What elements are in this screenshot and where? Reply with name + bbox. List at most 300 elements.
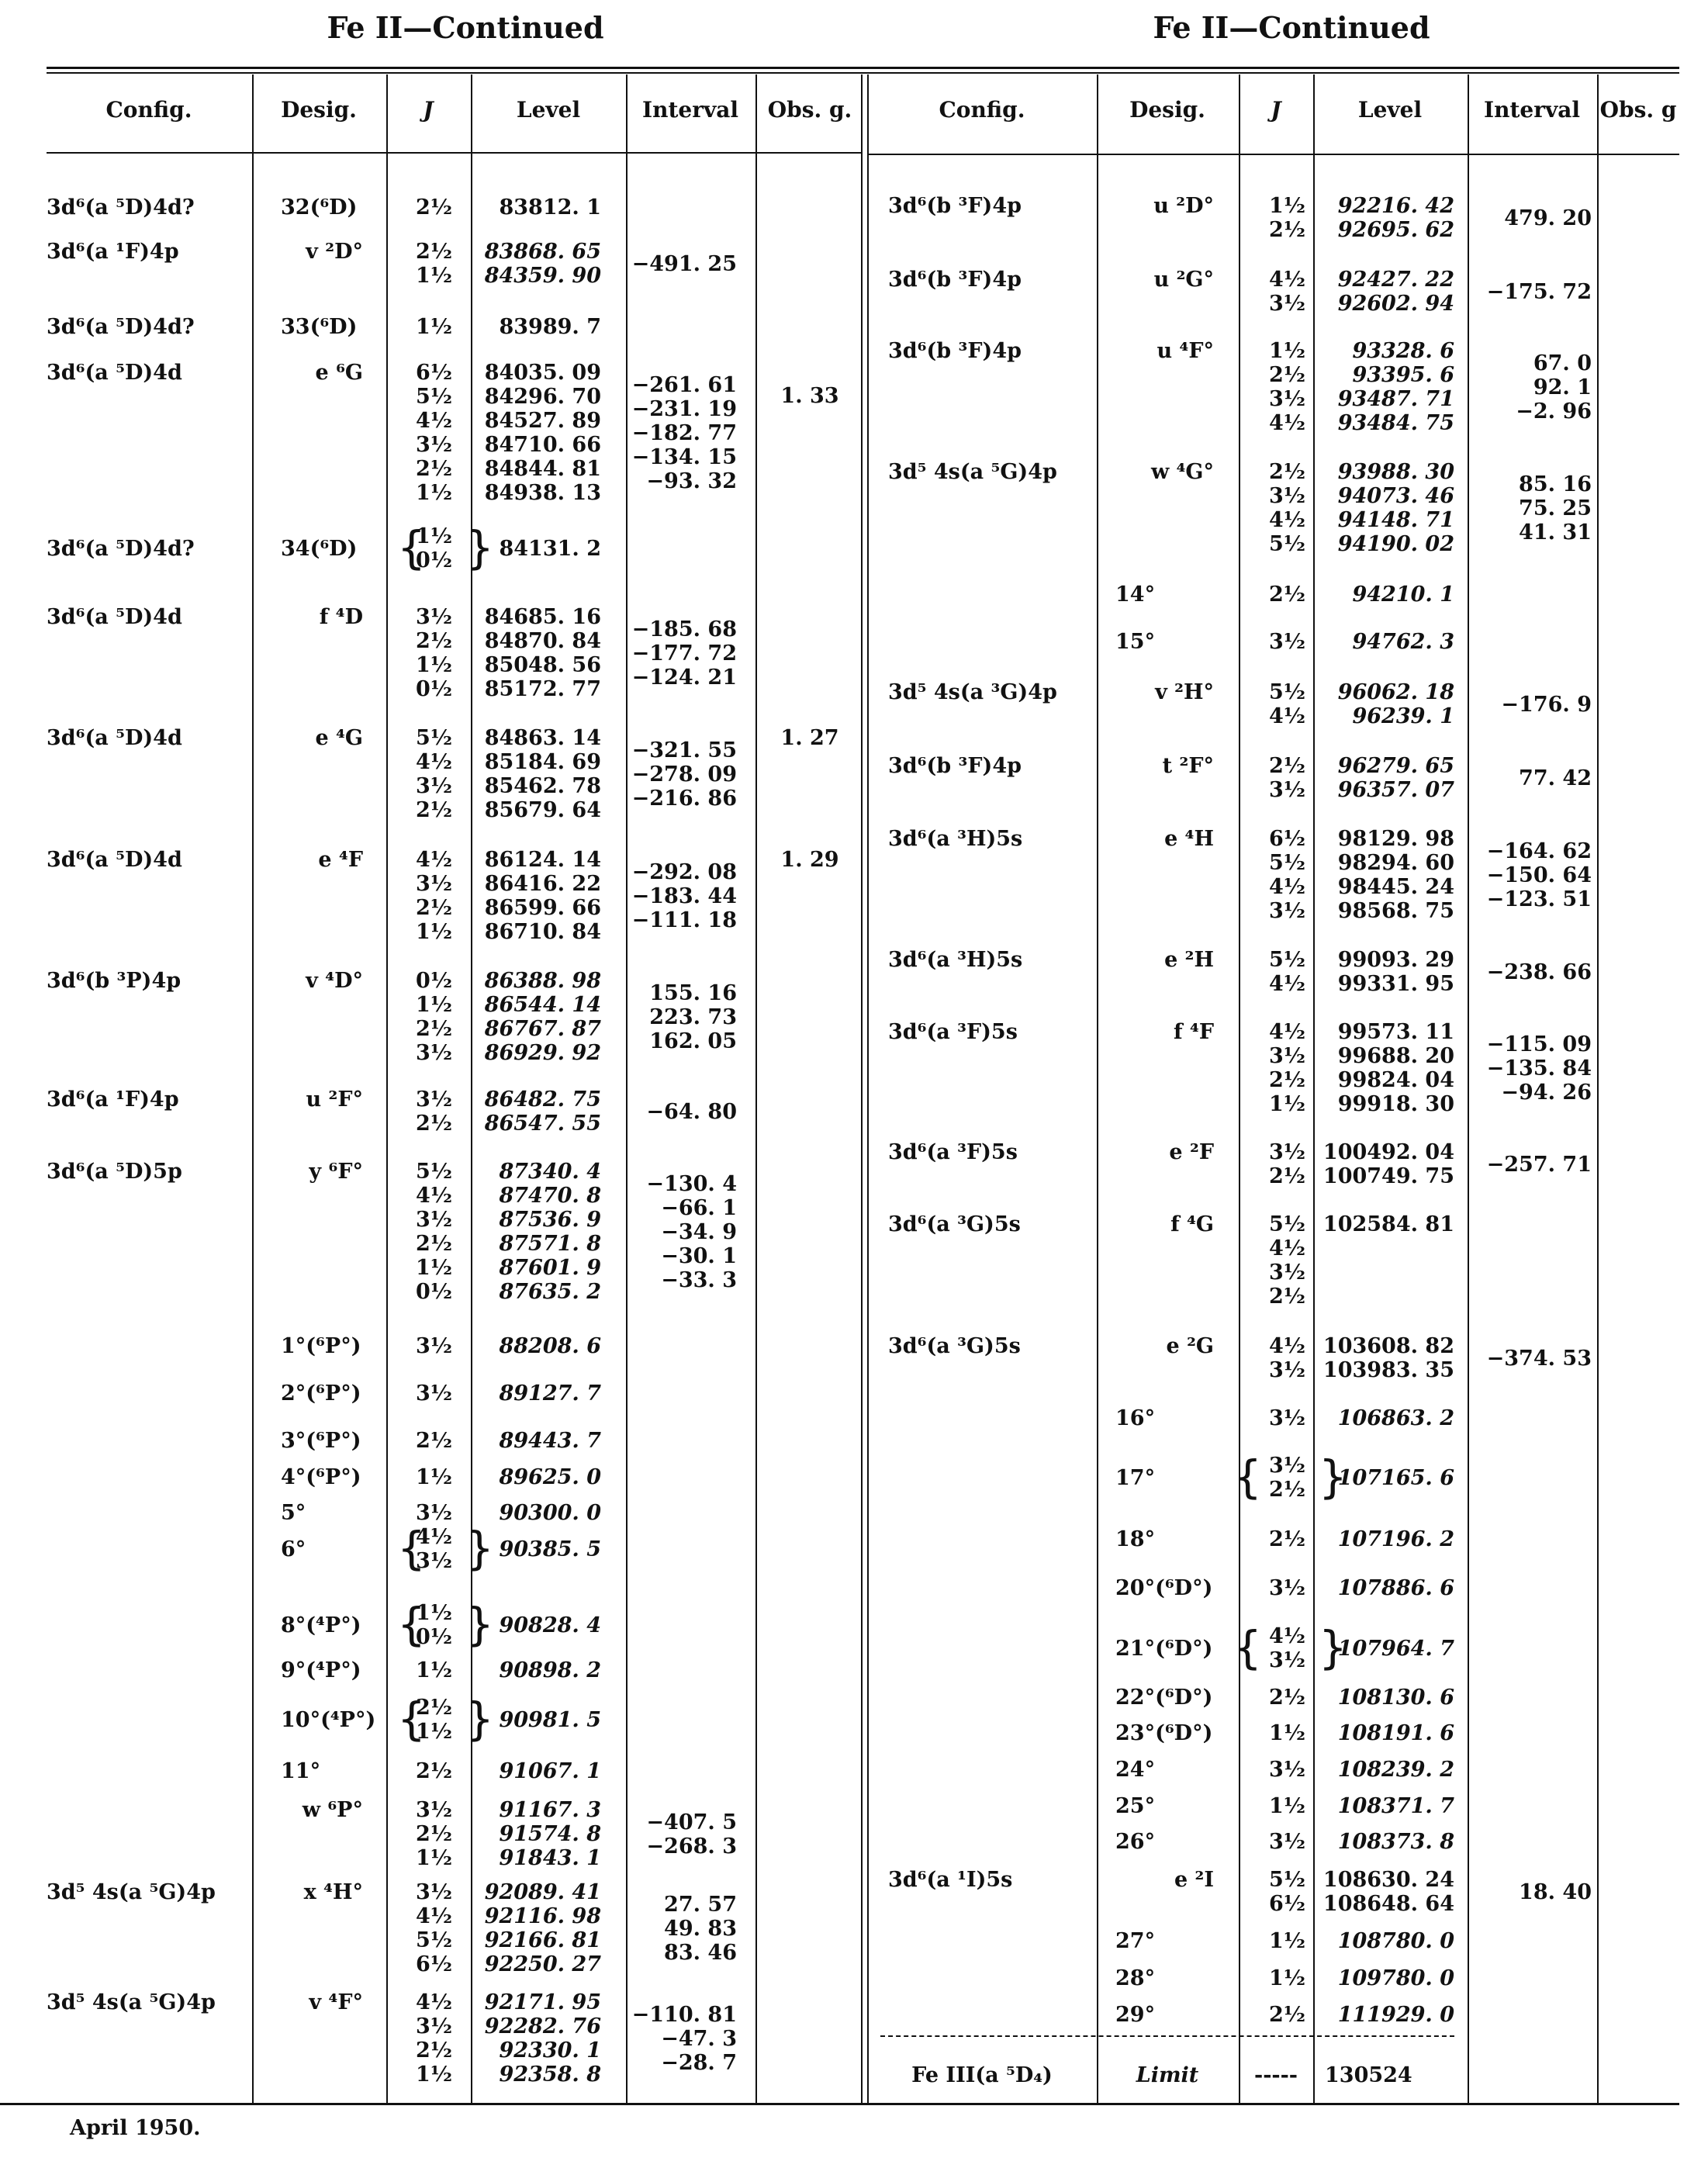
level-value: 88208. 6 [499, 1334, 601, 1358]
level-value: 85172. 77 [484, 677, 601, 701]
interval-value: 223. 73 [649, 1005, 737, 1029]
designation-cell: v ²H° [1155, 680, 1214, 704]
j-value: 2½ [1269, 2003, 1305, 2027]
level-value: 108239. 2 [1337, 1758, 1454, 1782]
j-value: 0½ [416, 1280, 452, 1304]
level-value: 84296. 70 [484, 385, 601, 409]
designation-cell: 27° [1115, 1929, 1156, 1953]
column-divider [471, 74, 472, 2103]
level-value: 86124. 14 [484, 848, 601, 872]
column-header: J [423, 97, 434, 123]
interval-value: −175. 72 [1486, 279, 1592, 304]
j-value: 3½ [416, 433, 452, 457]
interval-value: 85. 16 [1519, 472, 1592, 496]
designation-cell: 11° [281, 1759, 321, 1783]
config-cell: 3d⁶(a ³G)5s [888, 1334, 1021, 1358]
j-value: 2½ [1269, 1164, 1305, 1188]
j-value: 3½ [416, 1088, 452, 1112]
interval-value: 479. 20 [1504, 206, 1592, 230]
brace-close: } [1319, 1451, 1347, 1503]
config-cell: 3d⁶(b ³F)4p [888, 268, 1022, 292]
j-value: 5½ [416, 726, 452, 750]
interval-value: −257. 71 [1486, 1152, 1592, 1177]
level-value: 87571. 8 [499, 1232, 601, 1256]
dashed-separator [880, 2035, 1454, 2037]
config-cell: 3d⁶(a ¹F)4p [47, 1088, 179, 1112]
j-value: 3½ [416, 774, 452, 798]
j-value: 4½ [416, 848, 452, 872]
j-value: 5½ [1269, 1212, 1305, 1236]
interval-value: −30. 1 [661, 1243, 737, 1268]
brace-open: { [397, 1598, 426, 1651]
interval-value: 41. 31 [1519, 520, 1592, 545]
config-cell: 3d⁶(a ³F)5s [888, 1140, 1018, 1164]
j-value: 3½ [416, 1549, 452, 1573]
title-right: Fe II—Continued [1153, 10, 1430, 45]
designation-cell: 18° [1115, 1527, 1156, 1551]
level-value: 87536. 9 [499, 1208, 601, 1232]
level-value: 100492. 04 [1322, 1140, 1454, 1164]
column-divider [867, 74, 869, 2103]
level-value: 94148. 71 [1337, 508, 1454, 532]
interval-value: −64. 80 [646, 1099, 737, 1124]
level-value: 84685. 16 [484, 605, 601, 629]
level-value: 108191. 6 [1337, 1721, 1454, 1745]
j-value: 1½ [416, 524, 452, 548]
interval-value: −47. 3 [661, 2026, 737, 2051]
designation-cell: 1°(⁶P°) [281, 1334, 361, 1358]
j-value: 2½ [416, 1112, 452, 1136]
j-value: 1½ [1269, 194, 1305, 218]
interval-value: −111. 18 [631, 908, 737, 932]
j-value: 5½ [416, 1160, 452, 1184]
j-value: 3½ [416, 1041, 452, 1065]
level-value: 91167. 3 [499, 1798, 601, 1822]
j-value: 1½ [416, 1846, 452, 1870]
j-value: 6½ [1269, 827, 1305, 851]
level-value: 85679. 64 [484, 798, 601, 822]
level-value: 87470. 8 [499, 1184, 601, 1208]
designation-cell: e ²H [1164, 948, 1214, 972]
config-cell: 3d⁶(a ³H)5s [888, 948, 1023, 972]
j-value: 1½ [416, 2063, 452, 2087]
designation-cell: 6° [281, 1537, 306, 1561]
j-value: 2½ [1269, 363, 1305, 387]
designation-cell: 22°(⁶D°) [1115, 1686, 1213, 1710]
bottom-rule [0, 2103, 1679, 2105]
designation-cell: 34(⁶D) [281, 536, 358, 561]
interval-value: −66. 1 [661, 1195, 737, 1220]
j-value: 3½ [1269, 1648, 1305, 1672]
j-value: 1½ [1269, 339, 1305, 363]
title-left: Fe II—Continued [327, 10, 604, 45]
level-value: 99918. 30 [1337, 1092, 1454, 1116]
j-value: 4½ [1269, 411, 1305, 435]
level-value: 84938. 13 [484, 481, 601, 505]
column-divider [1597, 74, 1599, 2103]
interval-value: −374. 53 [1486, 1346, 1592, 1371]
level-value: 93487. 71 [1337, 387, 1454, 411]
level-value: 92602. 94 [1337, 292, 1454, 316]
config-cell: 3d⁶(a ⁵D)4d [47, 848, 182, 872]
j-value: 3½ [1269, 1830, 1305, 1854]
interval-value: −182. 77 [631, 420, 737, 445]
column-header: Interval [641, 97, 739, 123]
j-value: 4½ [1269, 508, 1305, 532]
j-value: 1½ [1269, 1721, 1305, 1745]
j-value: 3½ [1269, 1576, 1305, 1600]
column-divider [1468, 74, 1469, 2103]
interval-value: −177. 72 [631, 641, 737, 666]
designation-cell: e ²F [1169, 1140, 1214, 1164]
j-value: 2½ [1269, 1478, 1305, 1502]
level-value: 86767. 87 [484, 1017, 601, 1041]
j-value: 2½ [1269, 1686, 1305, 1710]
j-value: 4½ [1269, 875, 1305, 899]
level-value: 92282. 76 [484, 2014, 601, 2038]
config-cell: 3d⁶(a ¹I)5s [888, 1868, 1013, 1892]
j-value: 2½ [416, 1017, 452, 1041]
level-value: 92358. 8 [499, 2063, 601, 2087]
j-value: 1½ [416, 1658, 452, 1682]
level-value: 107196. 2 [1337, 1527, 1454, 1551]
j-value: 5½ [416, 385, 452, 409]
interval-value: −110. 81 [631, 2002, 737, 2027]
designation-cell: y ⁶F° [309, 1160, 363, 1184]
header-rule-right [869, 154, 1679, 155]
designation-cell: 17° [1115, 1465, 1156, 1490]
top-double-rule-1 [47, 67, 1679, 69]
j-value: 3½ [1269, 1454, 1305, 1478]
j-value: 1½ [416, 481, 452, 505]
designation-cell: u ²D° [1153, 194, 1214, 218]
column-divider [252, 74, 254, 2103]
brace-close: } [465, 1693, 494, 1745]
level-value: 96279. 65 [1337, 754, 1454, 778]
interval-value: −115. 09 [1486, 1032, 1592, 1056]
j-value: 2½ [1269, 1285, 1305, 1309]
j-value: 4½ [416, 1525, 452, 1549]
level-value: 86929. 92 [484, 1041, 601, 1065]
j-value: 4½ [416, 409, 452, 433]
j-value: 2½ [416, 1232, 452, 1256]
interval-value: 49. 83 [664, 1916, 737, 1941]
j-value: 2½ [416, 240, 452, 264]
level-value: 108648. 64 [1322, 1892, 1454, 1916]
designation-cell: e ⁴G [315, 726, 363, 750]
interval-value: −176. 9 [1501, 692, 1592, 717]
designation-cell: 20°(⁶D°) [1115, 1576, 1213, 1600]
level-value: 92216. 42 [1337, 194, 1454, 218]
config-cell: 3d⁶(b ³F)4p [888, 339, 1022, 363]
designation-cell: u ²F° [306, 1088, 363, 1112]
level-value: 86388. 98 [484, 969, 601, 993]
designation-cell: 33(⁶D) [281, 315, 358, 339]
config-cell: 3d⁶(a ⁵D)4d [47, 726, 182, 750]
interval-value: −135. 84 [1486, 1056, 1592, 1081]
level-value: 84131. 2 [499, 536, 601, 561]
interval-value: 83. 46 [664, 1940, 737, 1965]
designation-cell: 28° [1115, 1966, 1156, 1990]
column-header: J [1271, 97, 1281, 123]
designation-cell: 4°(⁶P°) [281, 1465, 361, 1489]
header-rule-left [47, 152, 861, 154]
designation-cell: f ⁴F [1173, 1020, 1214, 1044]
interval-value: −93. 32 [646, 469, 737, 493]
interval-value: −268. 3 [646, 1834, 737, 1859]
column-header: Level [1357, 97, 1423, 123]
j-value: 4½ [416, 1184, 452, 1208]
designation-cell: 10°(⁴P°) [281, 1707, 376, 1732]
level-value: 92427. 22 [1337, 268, 1454, 292]
designation-cell: v ²D° [306, 240, 363, 264]
j-value: 5½ [1269, 851, 1305, 875]
designation-cell: 2°(⁶P°) [281, 1381, 361, 1406]
interval-value: −216. 86 [631, 786, 737, 811]
interval-value: 92. 1 [1533, 375, 1592, 399]
column-header: Desig. [281, 97, 357, 123]
level-value: 107964. 7 [1337, 1636, 1454, 1661]
j-value: 1½ [416, 993, 452, 1017]
j-value: 3½ [1269, 1358, 1305, 1382]
level-value: 92166. 81 [484, 1928, 601, 1952]
level-value: 86710. 84 [484, 920, 601, 944]
level-value: 108371. 7 [1337, 1794, 1454, 1818]
level-value: 83812. 1 [499, 195, 601, 220]
designation-cell: 29° [1115, 2003, 1156, 2027]
interval-value: −134. 15 [631, 444, 737, 469]
j-value: 1½ [1269, 1929, 1305, 1953]
interval-value: −183. 44 [631, 883, 737, 908]
level-value: 90300. 0 [499, 1501, 601, 1525]
column-divider [386, 74, 388, 2103]
interval-value: −124. 21 [631, 665, 737, 690]
level-value: 94210. 1 [1352, 583, 1454, 607]
j-value: 5½ [1269, 1868, 1305, 1892]
brace-close: } [1319, 1621, 1347, 1674]
j-value: 6½ [416, 361, 452, 385]
designation-cell: u ²G° [1153, 268, 1214, 292]
designation-cell: 15° [1115, 630, 1156, 654]
config-cell: 3d⁶(a ⁵D)5p [47, 1160, 182, 1184]
column-header: Desig. [1129, 97, 1205, 123]
designation-cell: e ⁴H [1164, 827, 1214, 851]
j-value: 1½ [1269, 1966, 1305, 1990]
j-value: 5½ [1269, 532, 1305, 556]
level-value: 108373. 8 [1337, 1830, 1454, 1854]
column-header: Obs. g. [767, 97, 852, 123]
j-value: 0½ [416, 677, 452, 701]
interval-value: 67. 0 [1533, 351, 1592, 375]
column-divider [861, 74, 863, 2103]
brace-open: { [1233, 1621, 1262, 1674]
level-value: 84359. 90 [484, 264, 601, 288]
interval-value: −34. 9 [661, 1219, 737, 1244]
top-double-rule-2 [47, 72, 1679, 74]
interval-value: 75. 25 [1519, 496, 1592, 520]
designation-cell: f ⁴G [1170, 1212, 1214, 1236]
designation-cell: 25° [1115, 1794, 1156, 1818]
obs-g-value: 1. 27 [780, 726, 839, 750]
brace-open: { [397, 1693, 426, 1745]
level-value: 92116. 98 [484, 1904, 601, 1928]
config-cell: 3d⁶(a ⁵D)4d [47, 605, 182, 629]
designation-cell: e ⁶G [315, 361, 363, 385]
level-value: 91067. 1 [499, 1759, 601, 1783]
column-divider [1097, 74, 1098, 2103]
j-value: 3½ [1269, 1758, 1305, 1782]
interval-value: −261. 61 [631, 372, 737, 397]
level-value: 93988. 30 [1337, 460, 1454, 484]
level-value: 86482. 75 [484, 1088, 601, 1112]
j-value: 3½ [1269, 1406, 1305, 1430]
level-value: 92089. 41 [484, 1880, 601, 1904]
j-value: 6½ [1269, 1892, 1305, 1916]
j-value: 2½ [416, 1822, 452, 1846]
level-value: 93484. 75 [1337, 411, 1454, 435]
interval-value: −164. 62 [1486, 839, 1592, 863]
j-value: 4½ [416, 1904, 452, 1928]
j-value: 2½ [416, 629, 452, 653]
j-value: 3½ [1269, 387, 1305, 411]
j-value: 3½ [1269, 778, 1305, 802]
j-value: 1½ [416, 1256, 452, 1280]
j-value: 4½ [416, 750, 452, 774]
level-value: 86416. 22 [484, 872, 601, 896]
j-value: 3½ [416, 2014, 452, 2038]
brace-close: } [465, 521, 494, 574]
column-divider [755, 74, 757, 2103]
j-value: 1½ [416, 1601, 452, 1625]
j-value: 4½ [416, 1990, 452, 2014]
j-value: 1½ [416, 920, 452, 944]
limit-config: Fe III(a ⁵D₄) [911, 2063, 1053, 2087]
designation-cell: 14° [1115, 583, 1156, 607]
level-value: 87635. 2 [499, 1280, 601, 1304]
level-value: 99093. 29 [1337, 948, 1454, 972]
j-value: 0½ [416, 548, 452, 572]
config-cell: 3d⁶(b ³F)4p [888, 194, 1022, 218]
level-value: 86544. 14 [484, 993, 601, 1017]
level-value: 84527. 89 [484, 409, 601, 433]
interval-value: −491. 25 [631, 251, 737, 276]
config-cell: 3d⁵ 4s(a ³G)4p [888, 680, 1057, 704]
j-value: 3½ [1269, 1140, 1305, 1164]
j-value: 4½ [1269, 1020, 1305, 1044]
designation-cell: 9°(⁴P°) [281, 1658, 361, 1682]
j-value: 4½ [1269, 1334, 1305, 1358]
j-value: 5½ [1269, 948, 1305, 972]
j-value: 1½ [1269, 1794, 1305, 1818]
level-value: 91843. 1 [499, 1846, 601, 1870]
interval-value: −123. 51 [1486, 887, 1592, 911]
level-value: 96239. 1 [1352, 704, 1454, 728]
j-value: 4½ [1269, 268, 1305, 292]
j-value: 2½ [1269, 583, 1305, 607]
designation-cell: e ²G [1166, 1334, 1214, 1358]
j-value: 1½ [416, 1465, 452, 1489]
config-cell: 3d⁶(b ³F)4p [888, 754, 1022, 778]
interval-value: −278. 09 [631, 762, 737, 787]
level-value: 98568. 75 [1337, 899, 1454, 923]
brace-open: { [397, 1522, 426, 1575]
level-value: 94762. 3 [1352, 630, 1454, 654]
designation-cell: 23°(⁶D°) [1115, 1721, 1213, 1745]
level-value: 109780. 0 [1337, 1966, 1454, 1990]
level-value: 91574. 8 [499, 1822, 601, 1846]
level-value: 98129. 98 [1337, 827, 1454, 851]
level-value: 92250. 27 [484, 1952, 601, 1976]
designation-cell: x ⁴H° [303, 1880, 363, 1904]
limit-label: Limit [1136, 2063, 1199, 2087]
config-cell: 3d⁶(a ³H)5s [888, 827, 1023, 851]
j-value: 3½ [416, 1334, 452, 1358]
interval-value: −150. 64 [1486, 863, 1592, 887]
j-value: 3½ [416, 1381, 452, 1406]
level-value: 108630. 24 [1322, 1868, 1454, 1892]
designation-cell: e ²I [1174, 1868, 1214, 1892]
designation-cell: w ⁴G° [1150, 460, 1214, 484]
level-value: 89625. 0 [499, 1465, 601, 1489]
interval-value: 77. 42 [1519, 766, 1592, 790]
config-cell: 3d⁵ 4s(a ⁵G)4p [47, 1880, 216, 1904]
config-cell: 3d⁵ 4s(a ⁵G)4p [47, 1990, 216, 2014]
j-value: 3½ [1269, 630, 1305, 654]
column-header: Config. [939, 97, 1025, 123]
designation-cell: v ⁴D° [306, 969, 363, 993]
designation-cell: 3°(⁶P°) [281, 1429, 361, 1453]
config-cell: 3d⁶(a ¹F)4p [47, 240, 179, 264]
level-value: 92171. 95 [484, 1990, 601, 2014]
level-value: 85462. 78 [484, 774, 601, 798]
j-value: 2½ [416, 798, 452, 822]
interval-value: 27. 57 [664, 1892, 737, 1917]
level-value: 96357. 07 [1337, 778, 1454, 802]
interval-value: −28. 7 [661, 2050, 737, 2075]
config-cell: 3d⁶(a ⁵D)4d [47, 361, 182, 385]
level-value: 98445. 24 [1337, 875, 1454, 899]
j-value: 2½ [416, 1759, 452, 1783]
interval-value: −407. 5 [646, 1810, 737, 1834]
level-value: 100749. 75 [1322, 1164, 1454, 1188]
j-value: 2½ [1269, 218, 1305, 242]
j-value: 1½ [416, 1720, 452, 1744]
interval-value: −231. 19 [631, 396, 737, 421]
j-value: 2½ [1269, 754, 1305, 778]
j-value: 2½ [416, 2038, 452, 2063]
j-value: 4½ [1269, 1236, 1305, 1260]
level-value: 107886. 6 [1337, 1576, 1454, 1600]
j-value: 3½ [1269, 1260, 1305, 1285]
j-value: 2½ [416, 1429, 452, 1453]
level-value: 102584. 81 [1322, 1212, 1454, 1236]
interval-value: −94. 26 [1501, 1080, 1592, 1105]
interval-value: −130. 4 [646, 1171, 737, 1196]
interval-value: −292. 08 [631, 859, 737, 884]
j-value: 3½ [1269, 1044, 1305, 1068]
level-value: 86599. 66 [484, 896, 601, 920]
designation-cell: v ⁴F° [309, 1990, 363, 2014]
designation-cell: 24° [1115, 1758, 1156, 1782]
column-header: Obs. g [1599, 97, 1677, 123]
level-value: 99573. 11 [1337, 1020, 1454, 1044]
obs-g-value: 1. 29 [780, 848, 839, 872]
level-value: 108780. 0 [1337, 1929, 1454, 1953]
level-value: 94190. 02 [1337, 532, 1454, 556]
designation-cell: 26° [1115, 1830, 1156, 1854]
j-value: 3½ [416, 605, 452, 629]
level-value: 107165. 6 [1337, 1465, 1454, 1490]
